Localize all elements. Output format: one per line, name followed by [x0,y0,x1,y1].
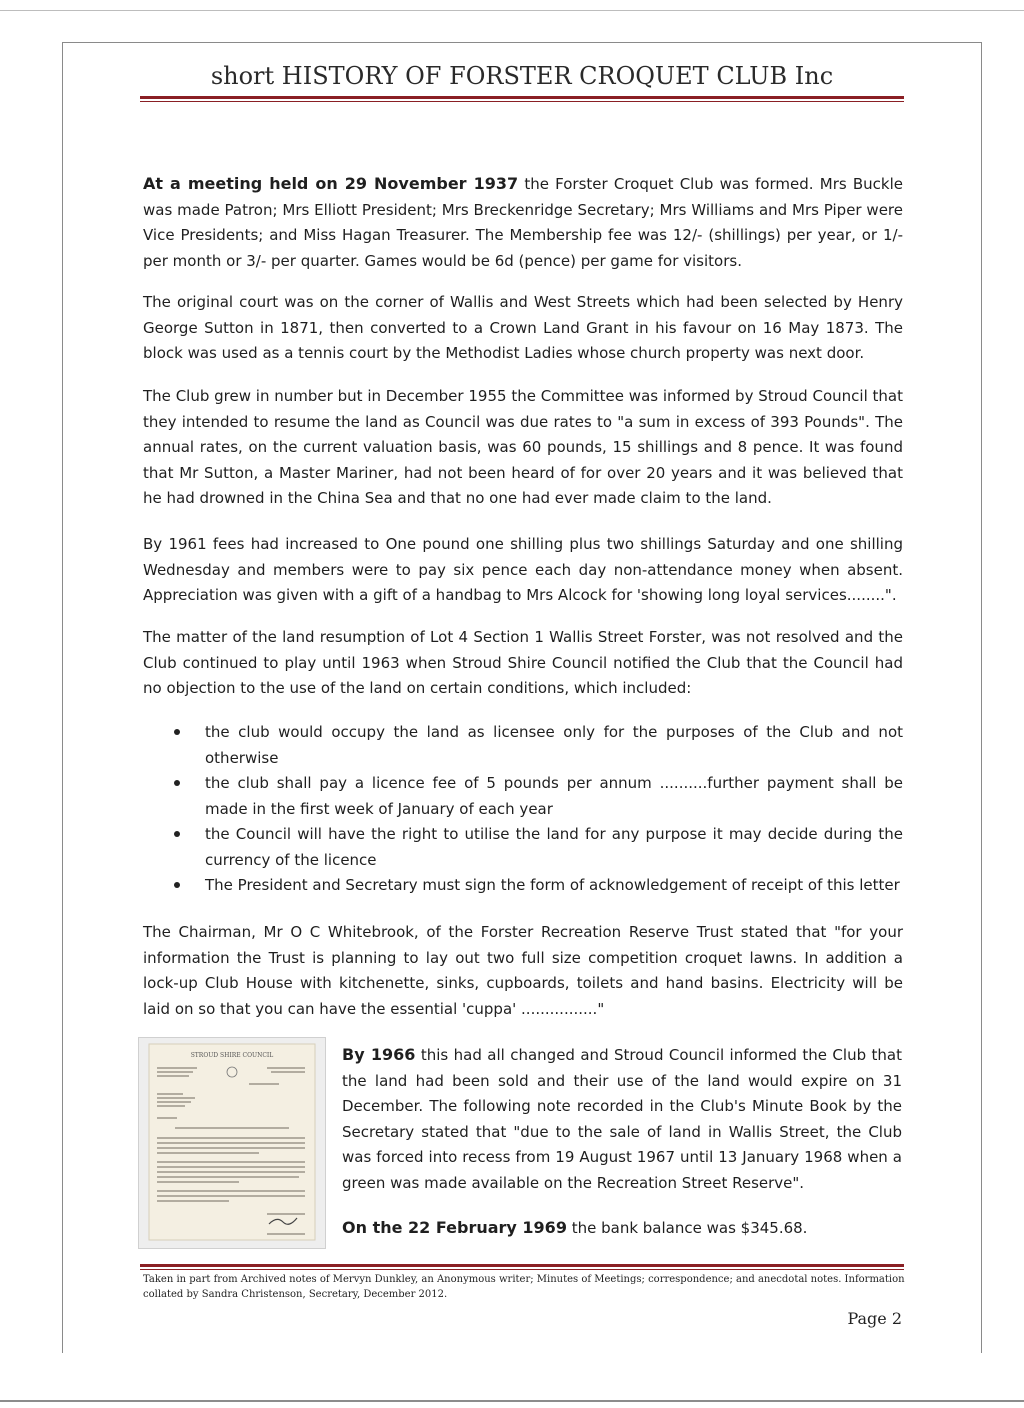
bullet-icon [174,729,180,735]
footer-note: Taken in part from Archived notes of Mervyn Dunkley, an Anonymous writer; Minutes of Meetings; correspondence; and anecdotal notes. Information collated by Sandra Christenson, Secretary, December 2012. [143,1274,905,1300]
bullet-icon [174,831,180,837]
paragraph-founding-lead: At a meeting held on 29 November 1937 [143,174,519,193]
list-item [205,822,903,873]
scan-edge-bottom [0,1400,1024,1402]
paragraph-1966-lead: By 1966 [342,1045,416,1064]
bullet-icon [174,882,180,888]
paragraph-founding-text: the Forster Croquet Club was formed. Mrs Buckle was made Patron; Mrs Elliott President; Mrs Breckenridge Secretary; Mrs Williams and Mrs Piper were Vice Presidents; and Miss Hagan Treasurer. The Membership fee was 12/- (shillings) per year, or 1/- per month or 3/- per quarter. Games would be 6d (pence) per game for visitors. [143,175,904,270]
condition-text: the club shall pay a licence fee of 5 pounds per annum ..........further payment shall be made in the first week of January of each year [205,774,903,818]
letter-photo [139,1038,325,1248]
paragraph-bank-balance [342,1215,902,1242]
list-item [205,771,903,822]
paragraph-land-resumption: The Club grew in number but in December 1955 the Committee was informed by Stroud Council that they intended to resume the land as Council was due rates to "a sum in excess of 393 Pounds". The annual rates, on the current valuation basis, was 60 pounds, 15 shillings and 8 pence. It was found that Mr Sutton, a Master Mariner, had not been heard of for over 20 years and it was believed that he had drowned in the China Sea and that no one had ever made claim to the land. [143,387,903,507]
council-letter-image [138,1037,326,1249]
paragraph-1963-notice: The matter of the land resumption of Lot 4 Section 1 Wallis Street Forster, was not resolved and the Club continued to play until 1963 when Stroud Shire Council notified the Club that the Council had no objection to the use of the land on certain conditions, which included: [143,628,903,697]
condition-text: the club would occupy the land as licensee only for the purposes of the Club and not otherwise [205,723,903,767]
scan-edge-top [0,10,1024,11]
list-item [205,720,903,771]
paragraph-original-court: The original court was on the corner of Wallis and West Streets which had been selected by Henry George Sutton in 1871, then converted to a Crown Land Grant in his favour on 16 May 1873. The block was used as a tennis court by the Methodist Ladies whose church property was next door. [143,293,903,362]
list-item [205,873,903,899]
title-rule [140,96,904,102]
paragraph-chairman-statement: The Chairman, Mr O C Whitebrook, of the Forster Recreation Reserve Trust stated that "for your information the Trust is planning to lay out two full size competition croquet lawns. In addition a lock-up Club House with kitchenette, sinks, cupboards, toilets and hand basins. Electricity will be laid on so that you can have the essential 'cuppa' ................" [143,923,903,1018]
paragraph-bank-balance-text: the bank balance was $345.68. [566,1219,808,1237]
page-title: short HISTORY OF FORSTER CROQUET CLUB Inc [210,62,834,90]
footer-rule [140,1264,904,1270]
bullet-icon [174,780,180,786]
condition-text: the Council will have the right to utilise the land for any purpose it may decide during the currency of the licence [205,825,903,869]
letterhead-text: STROUD SHIRE COUNCIL [190,1052,274,1059]
paragraph-fees-1961: By 1961 fees had increased to One pound one shilling plus two shillings Saturday and one shilling Wednesday and members were to pay six pence each day non-attendance money when absent. Appreciation was given with a gift of a handbag to Mrs Alcock for 'showing long loyal services........". [143,535,903,604]
paragraph-founding [143,171,903,274]
page-number: Page 2 [847,1309,902,1328]
paragraph-1966-text: this had all changed and Stroud Council informed the Club that the land had been sold and their use of the land would expire on 31 December. The following note recorded in the Club's Minute Book by the Secretary stated that "due to the sale of land in Wallis Street, the Club was forced into recess from 19 August 1967 until 13 January 1968 when a green was made available on the Recreation Street Reserve". [342,1046,902,1192]
condition-text: The President and Secretary must sign the form of acknowledgement of receipt of this letter [205,876,900,894]
paragraph-1966-changes [342,1042,902,1196]
conditions-list [205,720,903,899]
paragraph-bank-balance-lead: On the 22 February 1969 [342,1218,567,1237]
